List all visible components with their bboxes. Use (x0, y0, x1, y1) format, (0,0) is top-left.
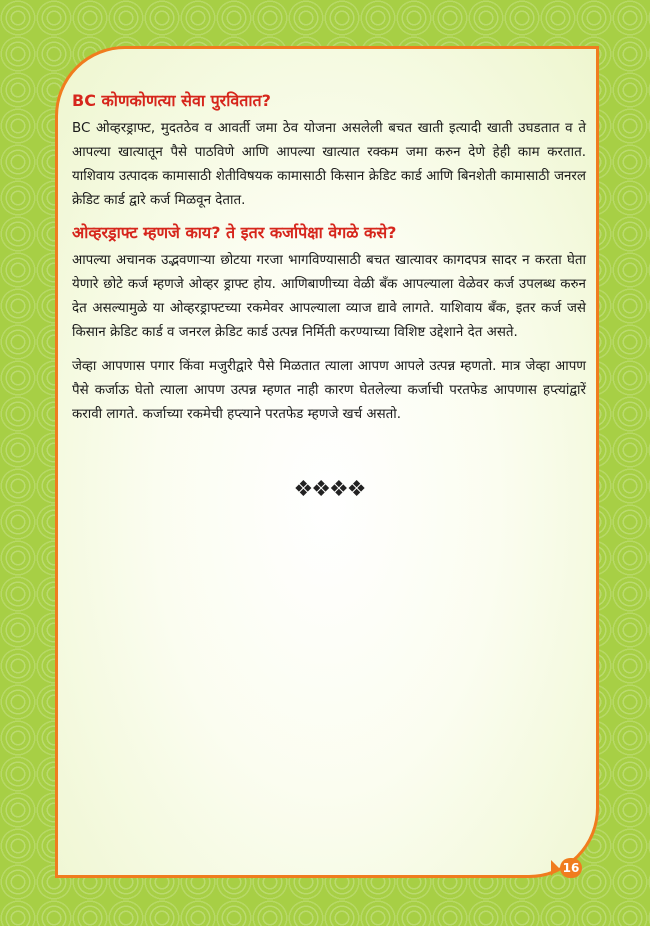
bc-services-paragraph: BC ओव्हरड्राफ्ट, मुदतठेव व आवर्ती जमा ठेव योजना असलेली बचत खाती इत्यादी खाती उघडतात व ते आपल्या खात्यातून पैसे पाठविणे आणि आपल्या खात्यात रक्कम जमा करुन देणे हेही काम करतात. याशिवाय उत्पादक कामासाठी शेतीविषयक कामासाठी किसान क्रेडिट कार्ड आणि बिनशेती कामासाठी जनरल क्रेडिट कार्ड द्वारे कर्ज मिळवून देतात. (72, 121, 586, 208)
section-heading-bc-services: BC कोणकोणत्या सेवा पुरवितात? (72, 91, 271, 110)
overdraft-paragraph-2: जेव्हा आपणास पगार किंवा मजुरीद्वारे पैसे मिळतात त्याला आपण आपले उत्पन्न म्हणतो. मात्र जेव्हा आपण पैसे कर्जाऊ घेतो त्याला आपण उत्पन्न म्हणत नाही कारण घेतलेल्या कर्जाची परतफेड आपणास हप्त्यांद्वारें करावी लागते. कर्जाच्या रकमेची हप्त्याने परतफेड म्हणजे खर्च असतो. (72, 359, 586, 422)
page-content (72, 91, 586, 502)
content-panel (55, 46, 599, 878)
page-number-badge (551, 858, 582, 878)
overdraft-paragraph-1: आपल्या अचानक उद्भवणाऱ्या छोटया गरजा भागविण्यासाठी बचत खात्यावर कागदपत्र सादर न करता घेता येणारे छोटे कर्ज म्हणजे ओव्हर ड्राफ्ट होय. आणिबाणीच्या वेळी बँक आपल्याला वेळेवर कर्ज उपलब्ध करुन देत असल्यामुळे या ओव्हरड्राफ्टच्या रकमेवर आपल्याला व्याज द्यावे लागते. याशिवाय बँक, इतर कर्ज जसे किसान क्रेडिट कार्ड व जनरल क्रेडिट कार्ड उत्पन्न निर्मिती करण्याच्या विशिष्ट उद्देशाने देत असते. (72, 253, 586, 340)
ornament-divider: ❖❖❖❖ (293, 477, 365, 502)
page-number: 16 (560, 858, 582, 878)
section-heading-overdraft: ओव्हरड्राफ्ट म्हणजे काय? ते इतर कर्जापेक्षा वेगळे कसे? (72, 223, 397, 242)
arrow-icon (551, 860, 559, 876)
